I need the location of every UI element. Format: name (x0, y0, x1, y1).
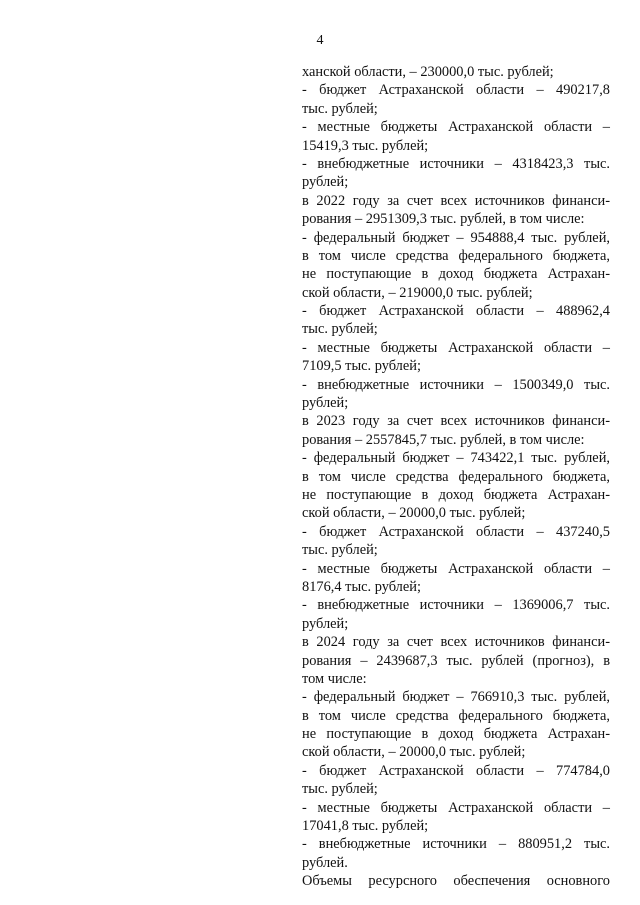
text-line: ской области, – 20000,0 тыс. рублей; (302, 744, 526, 761)
text-line: Объемы ресурсного обеспечения основного (302, 873, 610, 890)
text-line: не поступающие в доход бюджета Астрахан- (302, 486, 610, 503)
text-line: - бюджет Астраханской области – 488962,4 (302, 303, 610, 320)
text-line: - местные бюджеты Астраханской области – (302, 799, 610, 816)
text-line: ской области, – 20000,0 тыс. рублей; (302, 505, 526, 522)
text-line: рублей; (302, 395, 349, 412)
text-line: не поступающие в доход бюджета Астрахан- (302, 726, 610, 743)
text-line: в 2024 году за счет всех источников финанси- (302, 634, 610, 651)
text-line: - местные бюджеты Астраханской области – (302, 560, 610, 577)
text-line: рования – 2951309,3 тыс. рублей, в том числе: (302, 211, 585, 228)
text-line: рублей; (302, 174, 349, 191)
text-line: ской области, – 219000,0 тыс. рублей; (302, 284, 533, 301)
text-line: 7109,5 тыс. рублей; (302, 358, 421, 375)
text-line: в том числе средства федерального бюджета, (302, 707, 610, 724)
text-line: в том числе средства федерального бюджета, (302, 247, 610, 264)
text-line: - федеральный бюджет – 743422,1 тыс. рублей, (302, 450, 610, 467)
text-line: 15419,3 тыс. рублей; (302, 137, 429, 154)
text-line: - внебюджетные источники – 4318423,3 тыс. (302, 155, 610, 172)
text-line: - местные бюджеты Астраханской области – (302, 339, 610, 356)
text-line: - внебюджетные источники – 1369006,7 тыс. (302, 597, 610, 614)
text-line: рования – 2439687,3 тыс. рублей (прогноз), в (302, 652, 610, 669)
funding-text-column (302, 63, 610, 891)
text-line: рублей; (302, 615, 349, 632)
text-line: - бюджет Астраханской области – 437240,5 (302, 523, 610, 540)
text-line: не поступающие в доход бюджета Астрахан- (302, 266, 610, 283)
text-line: - бюджет Астраханской области – 490217,8 (302, 82, 610, 99)
text-line: 17041,8 тыс. рублей; (302, 818, 429, 835)
text-line: рублей. (302, 854, 348, 871)
text-line: в том числе средства федерального бюджета, (302, 468, 610, 485)
text-line: тыс. рублей; (302, 781, 378, 798)
text-line: рования – 2557845,7 тыс. рублей, в том числе: (302, 431, 585, 448)
text-line: тыс. рублей; (302, 542, 378, 559)
text-line: том числе: (302, 670, 367, 687)
text-line: 8176,4 тыс. рублей; (302, 578, 421, 595)
text-line: - местные бюджеты Астраханской области – (302, 119, 610, 136)
text-line: ханской области, – 230000,0 тыс. рублей; (302, 64, 554, 80)
text-line: в 2022 году за счет всех источников финанси- (302, 192, 610, 209)
text-line: тыс. рублей; (302, 100, 378, 117)
page-number: 4 (316, 33, 324, 48)
text-line: - федеральный бюджет – 766910,3 тыс. рублей, (302, 689, 610, 706)
text-line: - бюджет Астраханской области – 774784,0 (302, 762, 610, 779)
text-line: - внебюджетные источники – 1500349,0 тыс. (302, 376, 610, 393)
text-line: тыс. рублей; (302, 321, 378, 338)
text-line: - внебюджетные источники – 880951,2 тыс. (302, 836, 610, 853)
text-line: в 2023 году за счет всех источников финанси- (302, 413, 610, 430)
text-line: - федеральный бюджет – 954888,4 тыс. рублей, (302, 229, 610, 246)
